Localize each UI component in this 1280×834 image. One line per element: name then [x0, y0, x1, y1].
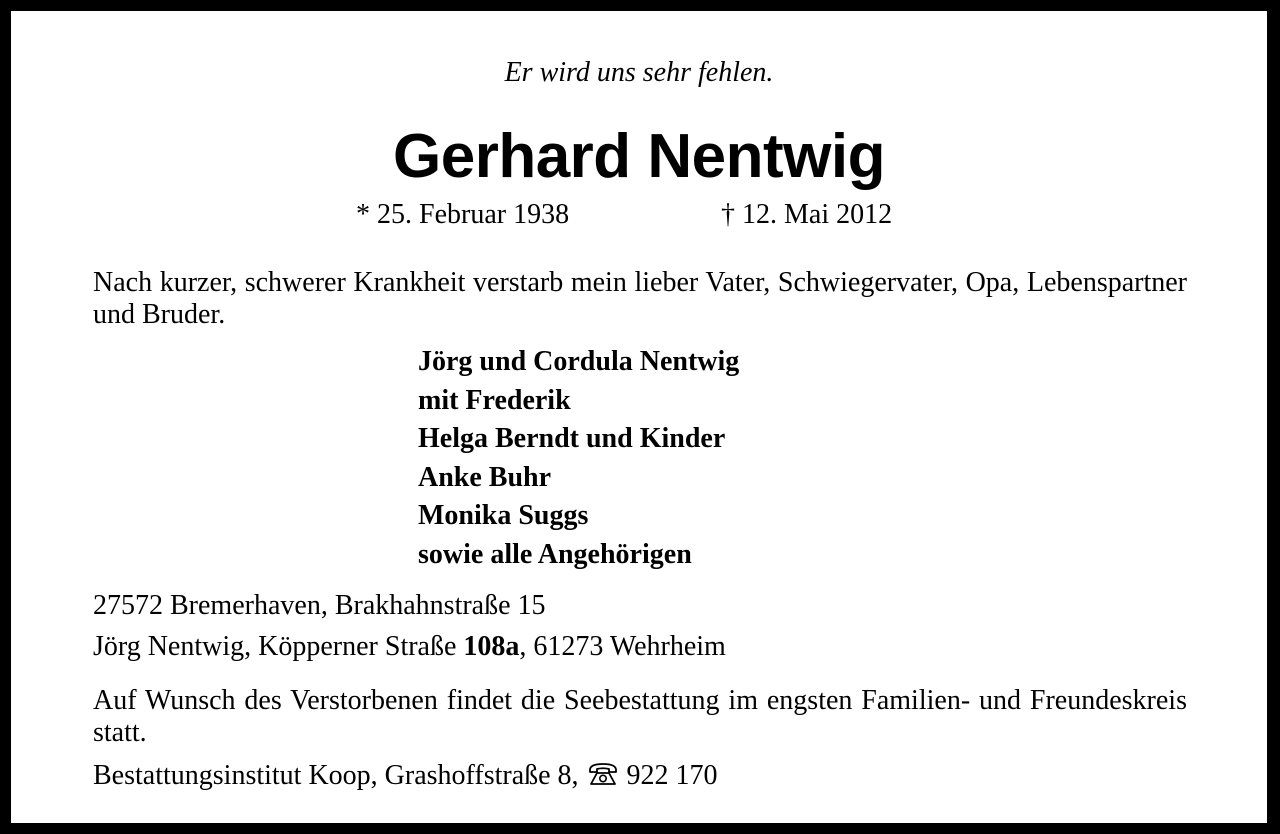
birth-date: * 25. Februar 1938 [356, 199, 570, 230]
mourner-entry: Anke Buhr [418, 461, 552, 493]
deceased-name: Gerhard Nentwig [392, 122, 885, 191]
address-house-number: 108a [463, 631, 520, 662]
telephone-icon [586, 761, 620, 787]
mourner-entry: sowie alle Angehörigen [418, 538, 692, 570]
address-street: Jörg Nentwig, Köpperner Straße [93, 631, 464, 662]
mourner-entry: Jörg und Cordula Nentwig [418, 346, 740, 377]
address-city: , 61273 Wehrheim [519, 631, 726, 662]
undertaker-phone-number: 922 170 [626, 760, 718, 791]
mourner-entry: mit Frederik [418, 384, 571, 416]
undertaker-name-address: Bestattungsinstitut Koop, Grashoffstraße 8, [93, 760, 579, 791]
mourners-list [418, 343, 739, 574]
undertaker-line [93, 759, 718, 793]
address-wehrheim [93, 630, 726, 664]
funeral-information: Auf Wunsch des Verstorbenen findet die Seebestattung im engsten Familien- und Freundeskreis statt. [93, 685, 1187, 748]
announcement-text: Nach kurzer, schwerer Krankheit verstarb mein lieber Vater, Schwiegervater, Opa, Lebenspartner und Bruder. [93, 267, 1187, 330]
mourner-entry: Helga Berndt und Kinder [418, 423, 726, 454]
mourner-entry: Monika Suggs [418, 500, 589, 531]
motto: Er wird uns sehr fehlen. [504, 57, 774, 88]
obituary-notice [11, 11, 1267, 823]
address-bremerhaven: 27572 Bremerhaven, Brakhahnstraße 15 [93, 590, 546, 621]
death-date: † 12. Mai 2012 [721, 199, 893, 230]
